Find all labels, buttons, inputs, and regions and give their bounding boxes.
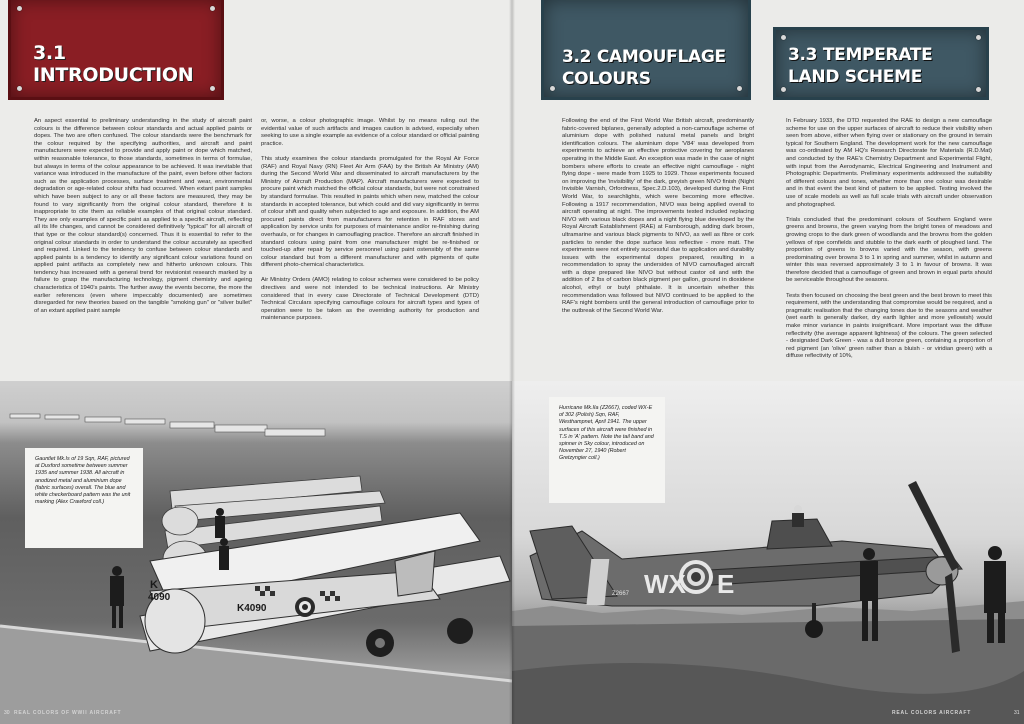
caption-left <box>25 448 143 548</box>
heading-line: LAND SCHEME <box>788 67 923 87</box>
paragraph: In February 1933, the DTD requested the RAE to design a new camouflage scheme for use on the upper surfaces of aircraft to reduce their visibility when seen from above, either when flying over or stationary on the ground in terrain typical for Southern England. The development work for the new camouflage was co-ordinated by AM HQ's Research Directorate for Materials (R.D.Mat) and conducted by the RAE's Chemistry Department and Experimental Flight, with input from the Aerodynamic, Electrical Engineering and Instrument and Photographic Departments. Preliminary experiments addressed the suitability of different colours and tones, whether more than one colour was desirable and in that event the best kind of pattern to be applied. Testing involved the use of scale models as well as full scale trials with aircraft under observation and photographed. <box>786 118 992 208</box>
heading-temperate-land-scheme <box>788 44 932 88</box>
text-column-4 <box>786 118 992 369</box>
rivet-icon <box>976 87 981 92</box>
paragraph: or, worse, a colour photographic image. Whilst by no means ruling out the evidential value of such artifacts and images caution is advised, especially when seeking to use a single example as evidence of a colour standard or official painting practice. <box>261 118 479 147</box>
marking-serial: Z2667 <box>612 591 630 597</box>
heading-camouflage-colours <box>562 46 726 90</box>
marking-tail-code-number: 4090 <box>148 592 171 603</box>
marking-fuselage-serial: K4090 <box>237 603 267 614</box>
rivet-icon <box>737 86 742 91</box>
right-page <box>512 0 1024 724</box>
paragraph: Trials concluded that the predominant colours of Southern England were greens and browns, the green varying from the bright tones of meadows and growing crops to the dark green of woodlands and the browns from the golden yellows of ripe cornfields and stubble to the dark earth of ploughed land. The proportion of greens to browns varied with the season, with greens predominating over browns 3 to 1 in spring and summer, whilst in autumn and winter this was reversed approximately 3 to 1 in favour of browns. It was therefore decided that a camouflage of green and brown in equal parts should be serviceable throughout the seasons. <box>786 216 992 284</box>
paragraph: An aspect essential to preliminary understanding in the study of aircraft paint colours is the difference between colour standards and actual applied paints or dopes. The two are often confused. The colour standards were the benchmark for the colour required by the specifying authorities, and aircraft and paint manufacturers were expected to provide and apply paint or dope which matched, within reasonable tolerance, to those standards, sometimes in terms of formulae, but always in terms of the colour appearance to be achieved. It was inevitable that variance was introduced in the manufacture of the paint, even before other factors such as the application processes, surface treatment and wear, environmental degradation or age-related colour shifts had occurred. When extant paint samples which have been subject to any or all these factors are measured, they may be found to vary significantly from the original colour standard, therefore it is inappropriate to cite them as reliable examples of that original colour standard. They are only examples of specific paint as applied to a specific aircraft, reflecting all its life changes, and cannot be considered definitively "typical" for all aircraft of that type or the colour standard(s) concerned. Thus it is essential to refer to the original colour standards in order to understand the colour accurately as specified and required. Linked to the tendency to confuse between colour standards and applied paints is a tendency to identify any significant colour variations found on applied paint artifacts as completely new and hitherto unknown colours. This tendency has increased with a general trend for revisionist research marked by a failure to grasp the manufacturing technology, pigment chemistry and ageing characteristics of 1940's paints. The further away the events become, the more the earlier references (even where impeccably documented) are sometimes disregarded for new theories based on the tangible "smoking gun" or "silver bullet" of an extant applied paint sample <box>34 118 252 314</box>
caption-text: Gauntlet Mk.Is of 19 Sqn, RAF, pictured at Duxford sometime between summer 1935 and summer 1938. All aircraft in anodized metal and aluminium dope (fabric surfaces) overall. The blue and white checkerboard pattern was the unit marking (Alex Crawford coll.) <box>35 456 131 506</box>
running-footer-left: REAL COLORS OF WWII AIRCRAFT <box>14 710 122 716</box>
page-gutter <box>509 0 515 724</box>
text-column-2 <box>261 118 479 331</box>
rivet-icon <box>210 6 215 11</box>
running-footer-right: REAL COLORS AIRCRAFT <box>892 710 972 716</box>
heading-line: COLOURS <box>562 69 651 89</box>
marking-aircraft-letter: E <box>717 569 735 599</box>
paragraph: This study examines the colour standards promulgated for the Royal Air Force (RAF) and Royal Navy (RN) Fleet Air Arm (FAA) by the British Air Ministry (AM) during the Second World War and disseminated to aircraft manufacturers by the Ministry of Aircraft Production (MAP). Aircraft manufacturers were expected to procure paint which matched the official colour standards, but were not constrained by standard formulae. This resulted in paints which when new, matched the colour standards in accepted tolerance, but which could and did vary significantly in terms of colour shift and quality when subjected to age and exposure. In addition, the AM procured paints direct from manufacturers for retention in RAF stores and application by service units for purposes of maintenance and/or re-finishing during overhauls, or for changes in camouflaging practice. Therefore an aircraft finished in standard colours using paint from one manufacturer might be re-finished or touched-up after repair by service personnel using paint ostensibly of the same colour standard but from a different manufacturer and with pigments of quite different photo-chemical characteristics. <box>261 155 479 269</box>
text-column-1 <box>34 118 252 323</box>
rivet-icon <box>550 86 555 91</box>
caption-right <box>549 397 665 503</box>
gauntlet-photo-illustration <box>0 381 512 724</box>
heading-introduction: 3.1 INTRODUCTION <box>33 42 194 86</box>
text-column-3 <box>562 118 754 323</box>
paragraph: Following the end of the First World War British aircraft, predominantly fabric-covered biplanes, generally adopted a non-camouflage scheme of aluminium dope with polished natural metal panels and bright identification colours. The aluminium dope 'V84' was developed from experiments to achieve an effective protective covering for aeroplanes operating in the Middle East. An exception was made in the case of night bombers where efforts to create an effective night camouflage - night flying dope - were made from 1925 to 1929. Those experiments focused on improving the 'invisibility' of the dark, greyish green NIVO finish (Night Invisible Varnish, Orfordness, Spec.2.D.103), developed during the First World War, to searchlights, which were becoming more effective. Following a 1917 recommendation, NIVO was being applied overall to aircraft operating at night. The improvements tested included replacing NIVO with various black dopes and a night flying blue developed by the Royal Aircraft Establishment (RAE) at Farnborough, adding dark brown, ultramarine and various black pigments to NIVO, as well as fibre or cork particles to render the dope surface less reflective - more matt. The experiments were not entirely successful due to application and durability issues with the experimental dopes prepared, resulting in a recommendation to spray the undersides of NIVO camouflaged aircraft with a dope prepared like NIVO but without castor oil and with the addition of 2 lbs of carbon black pigment per gallon, ground in dioxidene alcohol, ethyl or butyl phthalate. It is uncertain whether this recommendation was followed but NIVO continued to be applied to the RAF's night bombers until the general introduction of camouflage prior to the outbreak of the Second World War. <box>562 118 754 314</box>
paragraph: Tests then focused on choosing the best green and the best brown to meet this requirement, with the understanding that compromise would be required, and a pragmatic realisation that the changing tones due to the seasons and weather (wet earth is generally darker, dry earth lighter and more yellowish) would make minor variance in paints insignificant. More important was the diffuse reflectivity (the average apparent lightness) of the colours. The green selected - designated Dark Green - was a dull bronze green, containing a proportion of red pigment (an 'olive' green rather than a bluish - or viridian green) with a diffuse reflectivity of 10%, <box>786 292 992 360</box>
rivet-icon <box>210 86 215 91</box>
heading-plate-temperate <box>773 27 989 100</box>
page-number-right: 31 <box>1014 710 1020 716</box>
photo-gauntlet-lineup <box>0 381 512 724</box>
paragraph: Air Ministry Orders (AMO) relating to colour schemes were considered to be policy directives and were not intended to be technical instructions. Air Ministry considered that in every case Directorate of Technical Development (DTD) Technical Circulars specifying camouflage colours for aircraft types and types of operation were to be taken as the overriding authority for production and maintenance purposes. <box>261 277 479 322</box>
caption-text: Hurricane Mk.IIa (Z2667), coded WX-E of 302 (Polish) Sqn, RAF, Westhampnet, April 1941. The upper surfaces of this aircraft were finished in T.S in 'A' pattern. Note the tail band and spinner in Sky colour, introduced on November 27, 1940 (Robert Gretzyngier coll.) <box>559 405 654 462</box>
heading-line: 3.3 TEMPERATE <box>788 45 933 65</box>
rivet-icon <box>17 6 22 11</box>
rivet-icon <box>781 87 786 92</box>
marking-tail-code: K <box>150 579 158 591</box>
rivet-icon <box>976 35 981 40</box>
rivet-icon <box>781 35 786 40</box>
heading-plate-introduction <box>8 0 224 100</box>
rivet-icon <box>17 86 22 91</box>
heading-plate-camouflage <box>541 0 751 100</box>
page-number-left: 30 <box>4 710 10 716</box>
heading-line: 3.2 CAMOUFLAGE <box>562 47 726 67</box>
marking-squadron-code: WX <box>644 569 686 599</box>
